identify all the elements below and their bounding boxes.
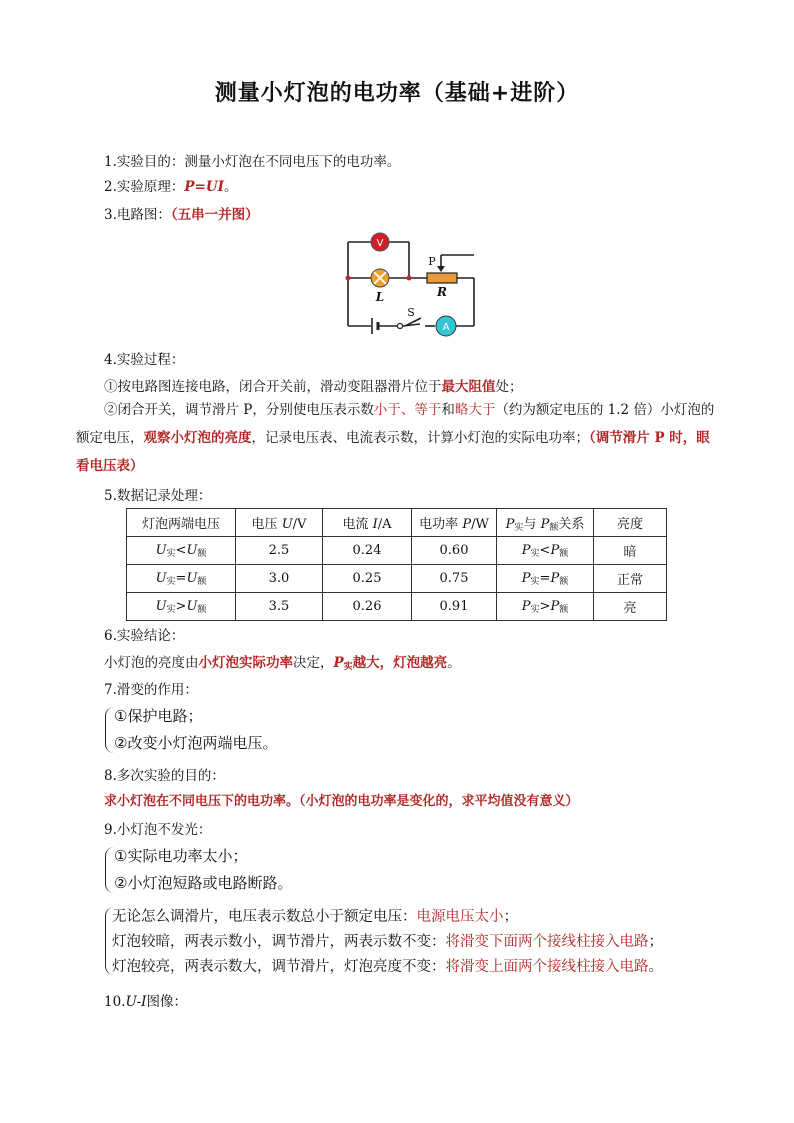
table-cell: 3.5 [236, 593, 323, 621]
step1-end: 处； [495, 379, 523, 395]
fault-item [112, 905, 518, 926]
procedure-step-1 [104, 375, 523, 395]
rheostat-label: R [437, 285, 447, 299]
rheostat-role-1: ①保护电路； [114, 707, 203, 725]
fault-item [112, 930, 663, 951]
no-light-cause-2: ②小灯泡短路或电路断路。 [114, 874, 293, 892]
table-cell: 0.91 [412, 593, 497, 621]
slider-arrow-icon [437, 266, 445, 272]
table-cell: $P_实=P_额$ [497, 565, 594, 593]
section-repeat-label: 8.多次实验的目的： [104, 768, 225, 784]
table-cell: 亮 [594, 593, 667, 621]
step2-highlight-a: 小于、等于 [373, 402, 442, 418]
circuit-diagram [335, 228, 485, 340]
section-ui-graph-label [104, 990, 187, 1010]
principle-end: 。 [223, 179, 238, 195]
table-row [127, 565, 667, 593]
section-principle [104, 175, 237, 195]
step2-text: 和 [441, 402, 455, 418]
table-header: 电压 U/V [236, 509, 323, 537]
voltmeter-label: V [376, 238, 384, 249]
table-cell: 暗 [594, 537, 667, 565]
conclusion-symbol: P [333, 655, 344, 671]
rheostat-icon [427, 273, 457, 283]
switch-label: S [407, 306, 415, 319]
table-header-row [127, 509, 667, 537]
fault-end: ； [503, 909, 518, 925]
data-table [126, 508, 667, 621]
section-label: 2.实验原理： [104, 179, 185, 195]
table-cell: $U_实=U_额$ [127, 565, 236, 593]
brace-icon [105, 847, 114, 893]
fault-item [112, 955, 663, 976]
fault-end: 。 [648, 959, 663, 975]
section-text: 图像： [146, 994, 188, 1010]
purpose-text: 测量小灯泡在不同电压下的电功率。 [184, 154, 401, 170]
fault-cause: 将滑变上面两个接线柱接入电路 [445, 959, 649, 975]
table-cell: 0.75 [412, 565, 497, 593]
ammeter-label: A [442, 322, 450, 333]
conclusion-part: 决定， [293, 655, 334, 671]
table-header: 亮度 [594, 509, 667, 537]
table-row [127, 537, 667, 565]
step2-text: ，记录电压表、电流表示数，计算小灯泡的实际电功率； [251, 430, 589, 446]
fault-end: ； [648, 934, 663, 950]
table-cell: 正常 [594, 565, 667, 593]
procedure-step-2 [76, 396, 718, 480]
step1-highlight: 最大阻值 [441, 379, 496, 395]
section-procedure-label: 4.实验过程： [104, 352, 185, 368]
section-data-label: 5.数据记录处理： [104, 488, 212, 504]
table-cell: 2.5 [236, 537, 323, 565]
circuit-note: （五串一并图） [170, 207, 259, 223]
table-cell: 0.24 [323, 537, 412, 565]
conclusion-subscript: 实 [343, 662, 353, 672]
table-row [127, 593, 667, 621]
section-label: 1.实验目的： [104, 154, 185, 170]
section-label: 3.电路图： [104, 207, 171, 223]
page-title: 测量小灯泡的电功率（基础+进阶） [214, 81, 580, 106]
fault-symptom: 灯泡较亮，两表示数大，调节滑片，灯泡亮度不变： [112, 959, 446, 975]
fault-cause: 电源电压太小 [416, 909, 504, 925]
conclusion-highlight: 越大，灯泡越亮 [352, 655, 448, 671]
junction-node [407, 276, 412, 281]
fault-symptom: 无论怎么调滑片，电压表示数总小于额定电压： [112, 909, 417, 925]
section-rheostat-label: 7.滑变的作用： [104, 682, 198, 698]
fault-symptom: 灯泡较暗，两表示数小，调节滑片，两表示数不变： [112, 934, 446, 950]
switch-contact [398, 324, 403, 329]
step2-text: （约为额定电压的 1.2 倍）小灯泡的额定电压， [76, 402, 715, 446]
fault-cause: 将滑变下面两个接线柱接入电路 [445, 934, 649, 950]
conclusion-part: 小灯泡的亮度由 [104, 655, 199, 671]
step2-text: ②闭合开关，调节滑片 P，分别使电压表示数 [104, 402, 374, 418]
section-no-light-label: 9.小灯泡不发光： [104, 822, 212, 838]
conclusion-highlight: 小灯泡实际功率 [198, 655, 293, 671]
table-header: $P_实$与 $P_额$关系 [497, 509, 594, 537]
section-purpose [104, 150, 400, 170]
table-cell: $P_实>P_额$ [497, 593, 594, 621]
lamp-label: L [375, 290, 385, 304]
step2-highlight-c: 观察小灯泡的亮度 [143, 430, 252, 446]
section-circuit [104, 203, 259, 223]
table-cell: 0.26 [323, 593, 412, 621]
table-cell: 0.25 [323, 565, 412, 593]
brace-icon [105, 707, 114, 753]
table-header: 电流 I/A [323, 509, 412, 537]
junction-node [346, 276, 351, 281]
table-header: 电功率 P/W [412, 509, 497, 537]
table-cell: $U_实>U_额$ [127, 593, 236, 621]
conclusion-part: 。 [447, 655, 461, 671]
conclusion-text [104, 651, 461, 672]
table-cell: 3.0 [236, 565, 323, 593]
table-header: 灯泡两端电压 [127, 509, 236, 537]
slider-label: P [428, 255, 436, 268]
step1-text: ①按电路图连接电路，闭合开关前，滑动变阻器滑片位于 [104, 379, 442, 395]
section-conclusion-label: 6.实验结论： [104, 628, 185, 644]
principle-formula: P=UI [184, 179, 224, 195]
section-variable: U-I [125, 994, 147, 1010]
table-cell: $U_实<U_额$ [127, 537, 236, 565]
repeat-purpose-text: 求小灯泡在不同电压下的电功率。（小灯泡的电功率是变化的，求平均值没有意义） [104, 794, 579, 809]
table-cell: 0.60 [412, 537, 497, 565]
section-number: 10. [104, 994, 126, 1010]
table-cell: $P_实<P_额$ [497, 537, 594, 565]
no-light-cause-1: ①实际电功率太小； [114, 847, 248, 865]
step2-highlight-b: 略大于 [454, 402, 496, 418]
rheostat-role-2: ②改变小灯泡两端电压。 [114, 734, 278, 752]
step2-note: （调节滑片 P 时，眼看电压表） [76, 430, 710, 474]
